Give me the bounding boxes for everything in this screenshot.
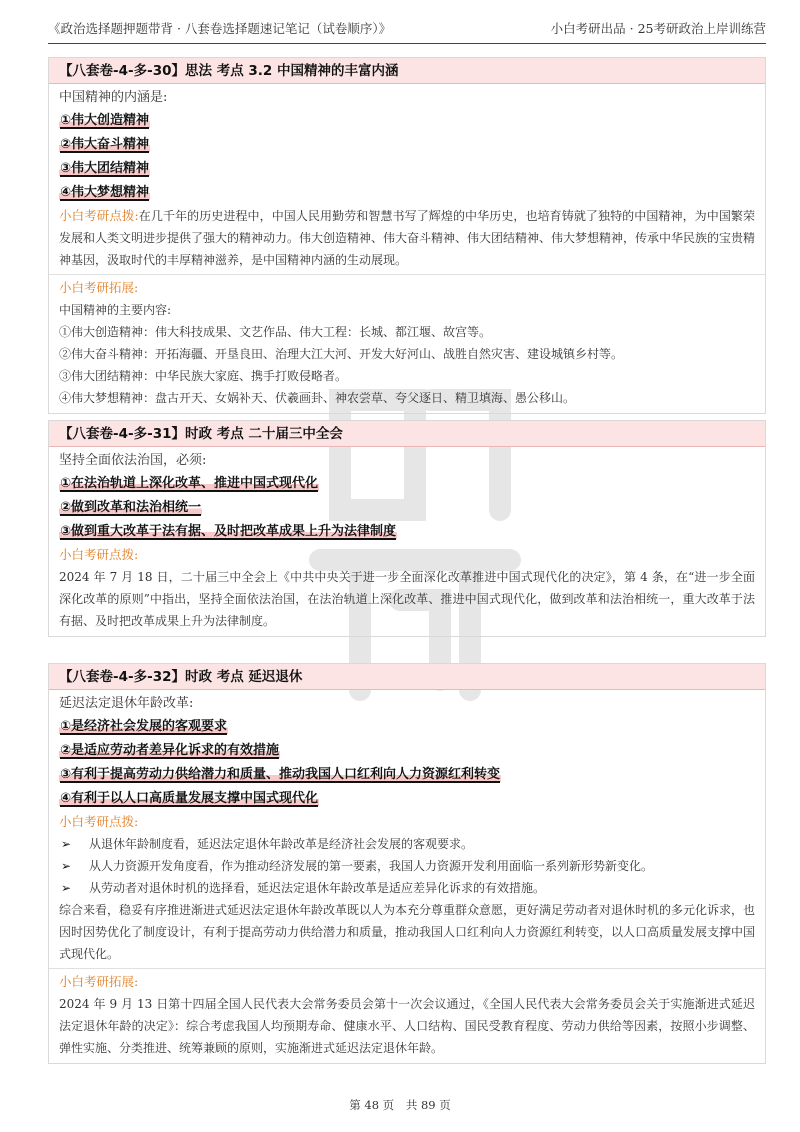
header-doc-title: 《政治选择题押题带背 · 八套卷选择题速记笔记（试卷顺序）》 xyxy=(48,21,392,36)
answer-option: ④伟大梦想精神 xyxy=(60,185,150,200)
page-footer xyxy=(0,1097,800,1113)
answer-option: ④有利于以人口高质量发展支撑中国式现代化 xyxy=(60,791,319,806)
header-brand: 小白考研出品 · 25考研政治上岸训练营 xyxy=(550,21,766,36)
answer-option: ③伟大团结精神 xyxy=(60,161,150,176)
extension-label: 小白考研拓展: xyxy=(59,974,139,989)
explanation-bullet: ➢ 从劳动者对退休时机的选择看，延迟法定退休年龄改革是适应差异化诉求的有效措施。 xyxy=(59,877,755,899)
extension-item: ②伟大奋斗精神：开拓海疆、开垦良田、治理大江大河、开发大好河山、战胜自然灾害、建设城镇乡村等。 xyxy=(59,347,624,361)
question-card-30 xyxy=(48,57,766,414)
answer-option: ②是适应劳动者差异化诉求的有效措施 xyxy=(60,743,280,758)
explanation-label: 小白考研点拨: xyxy=(59,547,139,562)
explanation xyxy=(59,205,755,271)
explanation-bullet: ➢ 从人力资源开发角度看，作为推动经济发展的第一要素，我国人力资源开发利用面临一系列新形势新变化。 xyxy=(59,855,755,877)
card-title: 【八套卷-4-多-30】思法 考点 3.2 中国精神的丰富内涵 xyxy=(49,58,765,84)
explanation-text: 在几千年的历史进程中，中国人民用勤劳和智慧书写了辉煌的中华历史，也培育铸就了独特的中国精神，为中国繁荣发展和人类文明进步提供了强大的精神动力。伟大创造精神、伟大奋斗精神、伟大团结精神、伟大梦想精神，传承中华民族的宝贵精神基因，汲取时代的丰厚精神滋养，是中国精神内涵的生动展现。 xyxy=(59,209,756,267)
divider xyxy=(49,968,765,969)
extension-intro: 中国精神的主要内容: xyxy=(59,303,172,317)
answer-option: ③有利于提高劳动力供给潜力和质量、推动我国人口红利向人力资源红利转变 xyxy=(60,767,501,782)
page-number: 第 48 页 xyxy=(349,1098,395,1112)
question-card-32 xyxy=(48,663,766,1064)
answer-option: ②做到改革和法治相统一 xyxy=(60,500,202,515)
answer-option: ②伟大奋斗精神 xyxy=(60,137,150,152)
divider xyxy=(49,274,765,275)
question-stem: 中国精神的内涵是: xyxy=(59,90,168,105)
explanation-summary: 综合来看，稳妥有序推进渐进式延迟法定退休年龄改革既以人为本充分尊重群众意愿，更好满足劳动者对退休时机的多元化诉求，也因时因势优化了制度设计，有利于提高劳动力供给潜力和质量，推动我国人口红利向人力资源红利转变，以人口高质量发展支撑中国式现代化。 xyxy=(59,903,756,961)
extension-item: ③伟大团结精神：中华民族大家庭、携手打败侵略者。 xyxy=(59,369,348,383)
answer-option: ①伟大创造精神 xyxy=(60,113,150,128)
card-title: 【八套卷-4-多-31】时政 考点 二十届三中全会 xyxy=(49,421,765,447)
extension-item: ①伟大创造精神：伟大科技成果、文艺作品、伟大工程：长城、都江堰、故宫等。 xyxy=(59,325,492,339)
question-card-31 xyxy=(48,420,766,637)
answer-option: ①是经济社会发展的客观要求 xyxy=(60,719,228,734)
card-title: 【八套卷-4-多-32】时政 考点 延迟退休 xyxy=(49,664,765,690)
extension-label: 小白考研拓展: xyxy=(59,280,139,295)
question-stem: 坚持全面依法治国，必须: xyxy=(59,453,207,468)
explanation-text: 2024 年 7 月 18 日，二十届三中全会上《中共中央关于进一步全面深化改革推进中国式现代化的决定》，第 4 条，在“进一步全面深化改革的原则”中指出，坚持全面依法治国，在法治轨道上深化改革、推进中国式现代化，做到改革和法治相统一，重大改革于法有据、及时把改革成果上升为法律制度。 xyxy=(59,570,755,628)
explanation-label: 小白考研点拨: xyxy=(59,814,139,829)
explanation-label: 小白考研点拨: xyxy=(59,208,139,223)
extension-text: 2024 年 9 月 13 日第十四届全国人民代表大会常务委员会第十一次会议通过，《全国人民代表大会常务委员会关于实施渐进式延迟法定退休年龄的决定》：综合考虑我国人均预期寿命、健康水平、人口结构、国民受教育程度、劳动力供给等因素，按照小步调整、弹性实施、分类推进、统筹兼顾的原则，实施渐进式延迟法定退休年龄。 xyxy=(59,997,755,1055)
bullet-arrow-icon: ➢ xyxy=(61,881,72,895)
answer-option: ③做到重大改革于法有据、及时把改革成果上升为法律制度 xyxy=(60,524,397,539)
page-header xyxy=(48,14,766,44)
page-total: 共 89 页 xyxy=(405,1098,451,1112)
explanation-bullet: ➢ 从退休年龄制度看，延迟法定退休年龄改革是经济社会发展的客观要求。 xyxy=(59,833,755,855)
question-stem: 延迟法定退休年龄改革: xyxy=(59,696,194,711)
bullet-arrow-icon: ➢ xyxy=(61,837,72,851)
bullet-arrow-icon: ➢ xyxy=(61,859,72,873)
answer-option: ①在法治轨道上深化改革、推进中国式现代化 xyxy=(60,476,319,491)
extension-item: ④伟大梦想精神：盘古开天、女娲补天、伏羲画卦、神农尝草、夸父逐日、精卫填海、愚公移山。 xyxy=(59,391,576,405)
